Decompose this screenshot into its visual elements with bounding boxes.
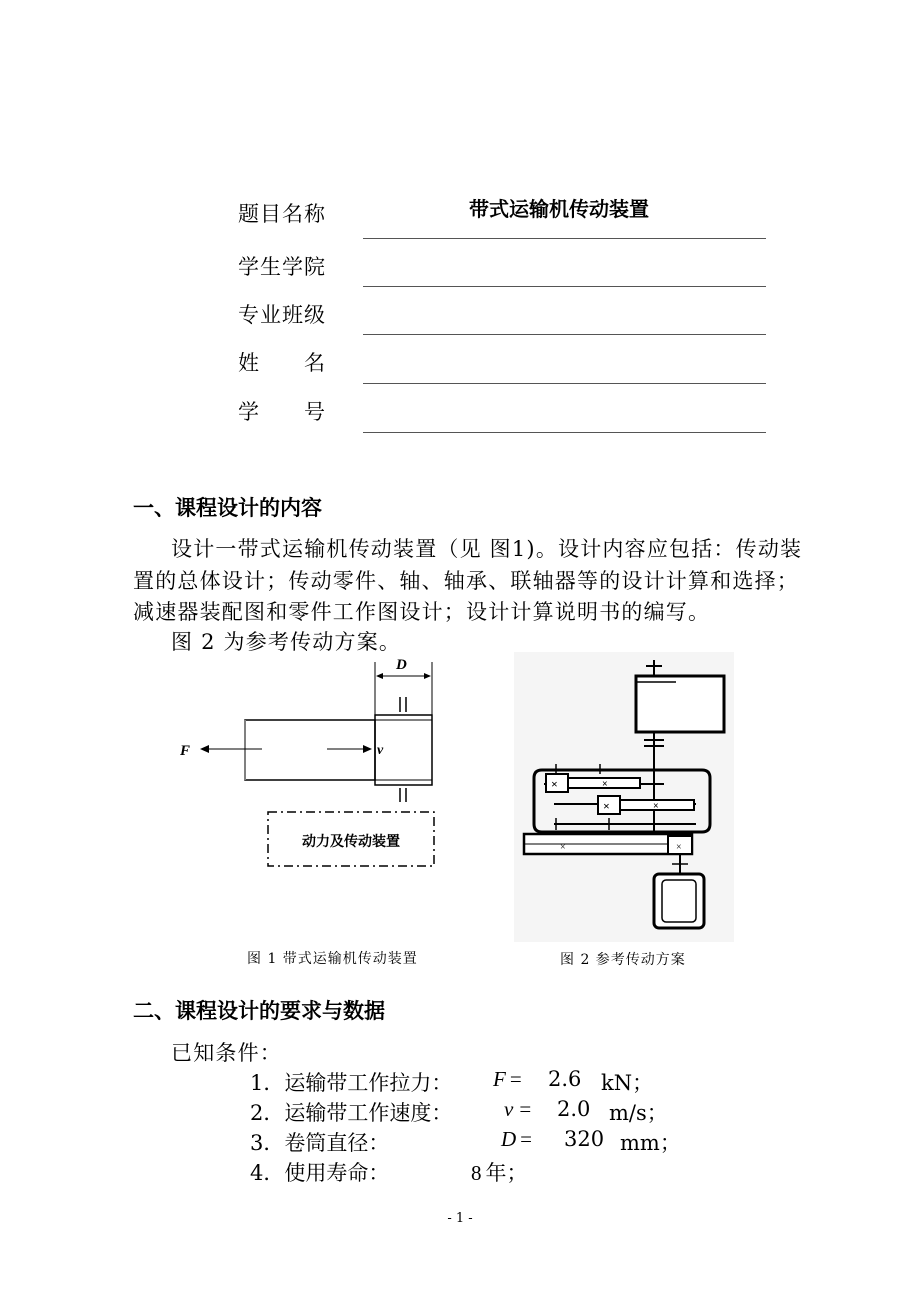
- college-underline: [363, 286, 766, 287]
- condition-2-symbol: v =: [504, 1097, 532, 1121]
- section1-para-line-3: 减速器装配图和零件工作图设计；设计计算说明书的编写。: [133, 600, 711, 624]
- title-underline: [363, 238, 766, 239]
- dimension-d-label: D: [396, 657, 407, 673]
- figure1-caption: 图 1 带式运输机传动装置: [247, 951, 418, 967]
- title-value: 带式运输机传动装置: [469, 197, 649, 221]
- drum-block: [636, 676, 724, 732]
- conveyor-belt: [245, 720, 375, 780]
- college-label: 学生学院: [238, 255, 326, 279]
- page-number: - 1 -: [447, 1211, 473, 1226]
- section2-heading: 二、课程设计的要求与数据: [133, 999, 385, 1023]
- drum: [375, 715, 432, 785]
- figure1-belt-conveyor-diagram: [170, 652, 460, 884]
- condition-1: 1．运输带工作拉力：: [250, 1071, 453, 1095]
- condition-3-value: 320: [564, 1127, 605, 1151]
- student-id-underline: [363, 432, 766, 433]
- condition-4: 4．使用寿命：: [250, 1161, 390, 1185]
- figure2-transmission-scheme-diagram: [514, 652, 734, 942]
- gear-2-mark: ×: [602, 779, 608, 790]
- condition-3: 3．卷筒直径：: [250, 1131, 390, 1155]
- dimension-arrow-right: [424, 673, 431, 679]
- condition-3-unit: mm；: [620, 1131, 681, 1155]
- dimension-arrow-left: [376, 673, 383, 679]
- condition-3-symbol: D =: [501, 1127, 533, 1151]
- condition-2-unit: m/s；: [609, 1101, 668, 1125]
- condition-1-symbol: F =: [493, 1067, 522, 1091]
- power-transmission-label: 动力及传动装置: [302, 834, 400, 850]
- known-conditions-label: 已知条件：: [171, 1041, 282, 1065]
- gear-3-mark: ×: [603, 799, 610, 813]
- section1-heading: 一、课程设计的内容: [133, 496, 322, 520]
- belt-mark-left: ×: [560, 842, 566, 853]
- force-arrowhead: [200, 745, 209, 753]
- section1-para-line-2: 置的总体设计；传动零件、轴、轴承、联轴器等的设计计算和选择；: [133, 569, 799, 593]
- condition-2-value: 2.0: [557, 1097, 591, 1121]
- section1-para-line-4: 图 2 为参考传动方案。: [171, 630, 402, 654]
- condition-1-value: 2.6: [548, 1067, 582, 1091]
- student-id-label: 学 号: [238, 400, 326, 424]
- velocity-arrowhead: [363, 745, 372, 753]
- section1-para-line-1: 设计一带式运输机传动装置（见 图1)。设计内容应包括：传动装: [171, 537, 803, 561]
- name-label: 姓 名: [238, 351, 326, 375]
- gear-1-mark: ×: [551, 777, 558, 791]
- title-label: 题目名称: [238, 202, 326, 226]
- belt-mark-right: ×: [676, 842, 682, 853]
- condition-4-value: 8 年；: [471, 1161, 528, 1185]
- gear-4-mark: ×: [653, 801, 659, 812]
- condition-2: 2．运输带工作速度：: [250, 1101, 453, 1125]
- class-underline: [363, 334, 766, 335]
- class-label: 专业班级: [238, 303, 326, 327]
- name-underline: [363, 383, 766, 384]
- condition-1-unit: kN；: [601, 1071, 654, 1095]
- velocity-v-label: v: [377, 743, 384, 758]
- figure2-caption: 图 2 参考传动方案: [560, 952, 686, 968]
- force-f-label: F: [180, 743, 191, 759]
